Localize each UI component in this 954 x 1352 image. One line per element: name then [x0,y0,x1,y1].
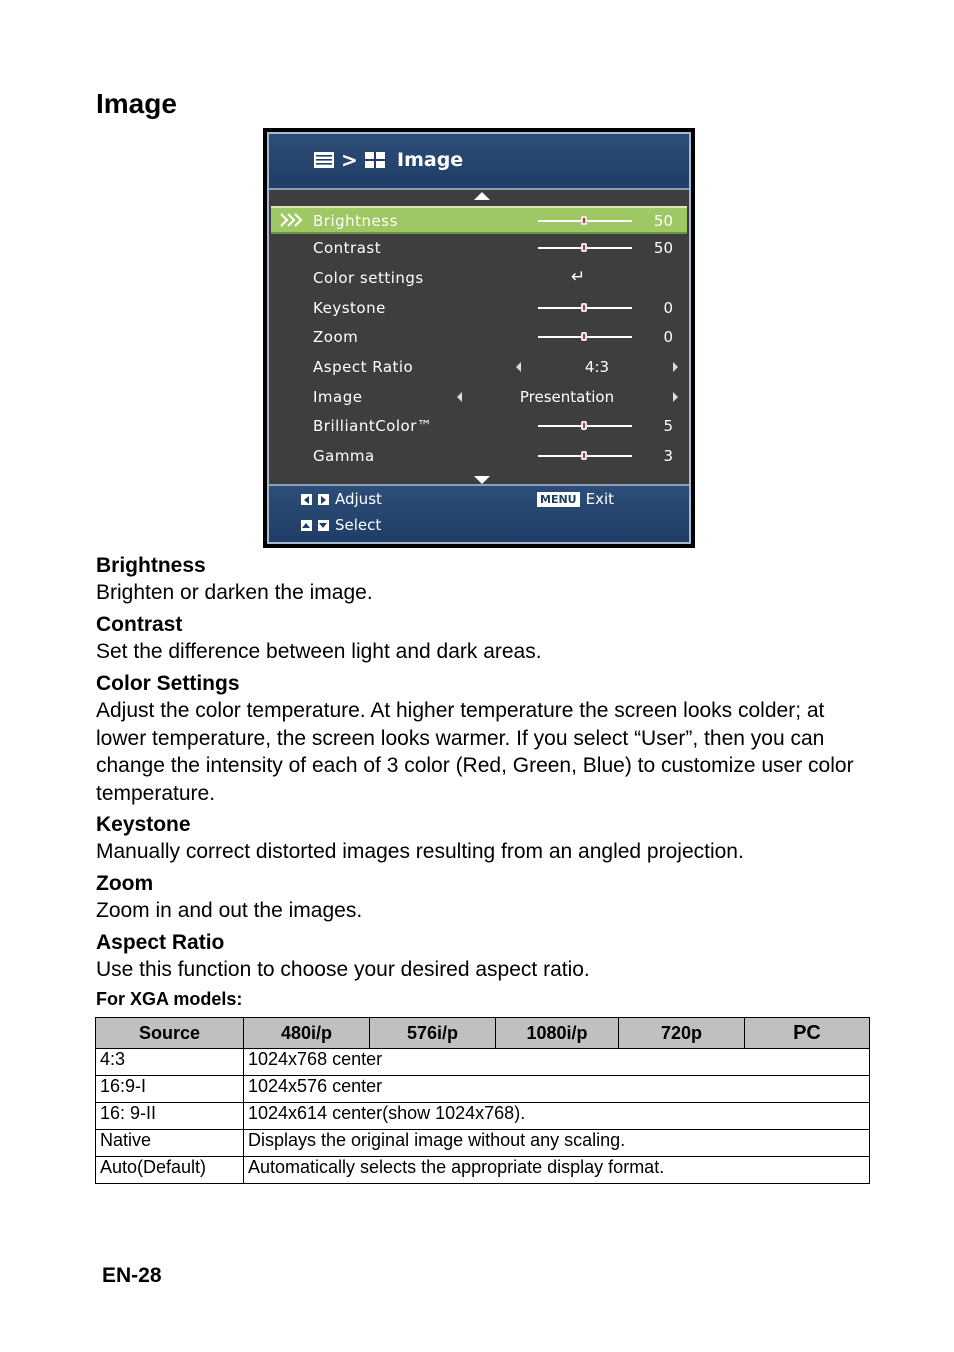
left-key-icon [301,494,312,505]
table-cell: Displays the original image without any scaling. [244,1130,870,1157]
right-arrow-icon[interactable] [673,392,678,402]
contrast-slider[interactable] [538,247,632,249]
table-header: 720p [619,1018,745,1049]
section-text-aspect-ratio: Use this function to choose your desired aspect ratio. [96,958,590,981]
table-cell: Auto(Default) [96,1157,244,1184]
slider-knob[interactable] [581,216,587,225]
zoom-slider[interactable] [538,336,632,338]
down-key-icon [318,520,329,531]
slider-knob[interactable] [581,303,587,312]
osd-row-zoom[interactable] [271,324,687,350]
osd-row-gamma[interactable] [271,443,687,469]
osd-row-label: Aspect Ratio [313,358,414,376]
up-key-icon [301,520,312,531]
footer-select [301,516,381,534]
footer-adjust-label: Adjust [335,490,382,508]
gamma-slider[interactable] [538,455,632,457]
slider-knob[interactable] [581,332,587,341]
section-text-contrast: Set the difference between light and dark areas. [96,640,542,663]
section-text-keystone: Manually correct distorted images resulting from an angled projection. [96,840,744,863]
table-header: 1080i/p [496,1018,619,1049]
breadcrumb-separator: > [341,148,358,172]
table-cell: 16:9-I [96,1076,244,1103]
footer-adjust [301,490,382,508]
aspect-ratio-table [95,1017,870,1184]
osd-header [269,134,689,190]
right-arrow-icon[interactable] [673,362,678,372]
section-heading-color-settings: Color Settings [96,672,240,695]
slider-knob[interactable] [581,421,587,430]
keystone-slider[interactable] [538,307,632,309]
table-cell: 1024x768 center [244,1049,870,1076]
osd-row-keystone[interactable] [271,295,687,321]
menu-key-icon: MENU [537,492,580,507]
osd-row-brilliantcolor[interactable] [271,413,687,439]
osd-row-image[interactable] [271,384,687,410]
grid-icon [364,151,386,169]
table-row [96,1157,870,1184]
osd-row-value: 3 [663,447,673,465]
slider-knob[interactable] [581,243,587,252]
osd-footer [269,484,689,542]
osd-row-color-settings[interactable] [271,265,687,291]
table-row [96,1103,870,1130]
osd-row-value: 4:3 [584,358,610,376]
right-key-icon [318,494,329,505]
osd-row-value: 50 [653,239,673,257]
osd-row-value: 50 [653,212,673,230]
osd-row-contrast[interactable] [271,235,687,261]
section-heading-keystone: Keystone [96,813,191,836]
page-title: Image [96,88,177,119]
osd-panel [267,132,691,544]
table-cell: Native [96,1130,244,1157]
enter-icon: ↵ [571,267,586,287]
osd-row-label: Color settings [313,269,424,287]
page-number: EN-28 [102,1264,162,1287]
table-header: PC [745,1018,870,1049]
table-header: 576i/p [370,1018,496,1049]
osd-row-label: BrilliantColor™ [313,417,433,435]
table-caption: For XGA models: [96,989,243,1009]
table-header-row [96,1018,870,1049]
osd-row-aspect-ratio[interactable] [271,354,687,380]
slider-knob[interactable] [581,451,587,460]
osd-row-label: Zoom [313,328,359,346]
osd-row-value: 5 [663,417,673,435]
list-icon [313,151,335,169]
footer-exit-label: Exit [585,490,615,508]
section-heading-zoom: Zoom [96,872,154,895]
table-header: Source [96,1018,244,1049]
table-header: 480i/p [244,1018,370,1049]
selected-pointer-icon [279,212,303,228]
osd-row-label: Image [313,388,363,406]
left-arrow-icon[interactable] [457,392,462,402]
table-cell: 4:3 [96,1049,244,1076]
section-heading-aspect-ratio: Aspect Ratio [96,931,225,954]
section-text-color-settings: Adjust the color temperature. At higher temperature the screen looks colder; at lower temperature, the screen looks warmer. If you select “User”, then you can change the intensity of each of 3 color (Red, Green, Blue) to customize user color temperature. [96,699,854,805]
table-cell: 16: 9-II [96,1103,244,1130]
osd-row-value: 0 [663,328,673,346]
section-text-brightness: Brighten or darken the image. [96,581,373,604]
table-row [96,1076,870,1103]
scroll-down-icon[interactable] [474,476,490,484]
brilliantcolor-slider[interactable] [538,425,632,427]
osd-row-value: Presentation [519,388,615,406]
scroll-up-icon[interactable] [474,192,490,200]
section-heading-brightness: Brightness [96,554,206,577]
table-row [96,1049,870,1076]
osd-title: Image [397,149,464,171]
osd-row-label: Gamma [313,447,375,465]
osd-row-label: Keystone [313,299,386,317]
section-text-zoom: Zoom in and out the images. [96,899,363,922]
table-cell: 1024x576 center [244,1076,870,1103]
section-heading-contrast: Contrast [96,613,183,636]
table-row [96,1130,870,1157]
osd-row-brightness[interactable] [271,206,687,234]
osd-row-label: Contrast [313,239,382,257]
osd-breadcrumb [313,148,386,172]
table-cell: 1024x614 center(show 1024x768). [244,1103,870,1130]
osd-row-label: Brightness [313,212,398,230]
table-cell: Automatically selects the appropriate display format. [244,1157,870,1184]
footer-select-label: Select [335,516,382,534]
osd-menu [263,128,695,548]
osd-row-value: 0 [663,299,673,317]
footer-exit [537,490,614,508]
brightness-slider[interactable] [538,220,632,222]
